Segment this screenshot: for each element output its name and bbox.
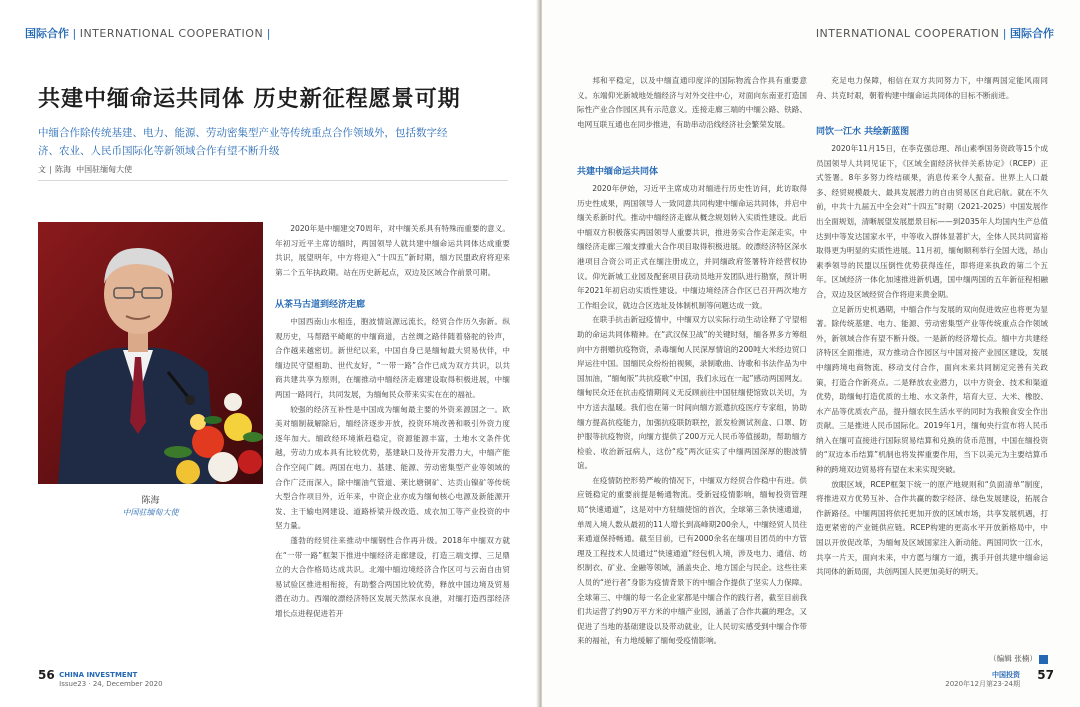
section-heading: 共建中缅命运共同体 — [577, 167, 659, 177]
photo-caption-role: 中国驻缅甸大使 — [122, 508, 179, 517]
right-page — [542, 0, 1080, 707]
page-number: 57 — [1037, 668, 1054, 682]
section-tag: INTERNATIONAL COOPERATION | 国际合作 — [815, 27, 1054, 40]
right-col1-top — [577, 74, 807, 154]
section-label-en: INTERNATIONAL COOPERATION — [815, 27, 1000, 40]
magazine-name: CHINA INVESTMENT — [59, 671, 138, 679]
left-col1-top — [275, 222, 510, 285]
paragraph: 在联手抗击新冠疫情中，中缅双方以实际行动生动诠释了守望相助的命运共同体精神。在“武汉保卫战”的关键时刻，缅各界多方筹组向中方捐赠抗疫物资，杀毒缅甸人民深厚情谊的200吨大米经边贸口岸运往中国。国缅民众纷纷拍视频，录制歌曲、诗歌和书法作品为中国加油，“缅甸版”共抗疫歌“中国，我们永远在一起”感动两国网友。缅甸民众还在抗击疫情期间义无反顾前往中国驻缅使馆致以关切，为中方送去温暖。我们也在第一时间向缅方派遣抗疫医疗专家组，协助缅方提高抗疫能力，加强抗疫联防联控，派发检测试剂盒、口罩、防护服等抗疫物资，向缅方提供了200万元人民币等值援助，帮助缅方检验、收治新冠病人，这份“疫”两次证实了中缅两国深厚的胞波情谊。 — [577, 315, 807, 471]
magazine-name: 中国投资 — [992, 671, 1020, 679]
author-photo-illustration — [38, 222, 263, 484]
byline — [38, 164, 132, 175]
issue-info: 2020年12月第23·24期 — [945, 680, 1020, 688]
paragraph: 较强的经济互补性是中国成为缅甸最主要的外资来源国之一。欧美对缅制裁解除后，缅经济逐步开放，投资环境改善和吸引外资力度逐年加大。缅政经环境渐趋稳定，资源能源丰富，土地水文条件优越，劳动力成本具有比较优势，基建缺口及待开发潜力大，中缅产能合作空间广阔。两国在电力、基建、能源、劳动密集型产业等领域的合作广泛而深入，除中缅油气管道、莱比塘铜矿、达贡山镍矿等传统大型合作项目外，近年来，中资企业亦成为缅甸核心电源及新能源开发、主干输电网建设、道路桥梁升级改造、成衣加工等产业投资的中坚力量。 — [275, 404, 510, 531]
byline-role: 中国驻缅甸大使 — [76, 165, 133, 174]
section-heading: 从茶马古道到经济走廊 — [275, 300, 366, 310]
left-page — [0, 0, 538, 707]
paragraph: 充足电力保障，相信在双方共同努力下，中缅两国定能风雨同舟、共克时艰，朝着构建中缅命运共同体的目标不断前进。 — [816, 76, 1048, 100]
right-col2-top — [816, 74, 1048, 118]
page-footer — [38, 668, 163, 689]
end-mark-icon — [1039, 655, 1048, 664]
paragraph: 2020年是中缅建交70周年，对中缅关系具有特殊而重要的意义。年初习近平主席访缅时，两国领导人就共建中缅命运共同体达成重要共识，展望明年，中方将迎入“十四五”新时期，缅方民盟政府将迎来第二个五年执政期。站在历史新起点，双边及区域合作前景可期。 — [275, 224, 510, 277]
divider — [38, 180, 508, 181]
article-title: 共建中缅命运共同体 历史新征程愿景可期 — [38, 86, 461, 112]
editor-tag: （编辑 张楠） — [989, 654, 1037, 663]
right-col2-bottom — [816, 122, 1048, 650]
article-subtitle: 中缅合作除传统基建、电力、能源、劳动密集型产业等传统重点合作领域外，包括数字经济、农业、人民币国际化等新领域合作有望不断升级 — [38, 127, 448, 157]
left-col1-bottom — [275, 295, 510, 665]
byline-prefix: 文 — [38, 165, 46, 174]
author-photo — [38, 222, 263, 484]
paragraph: 在疫情防控形势严峻的情况下，中缅双方经贸合作稳中有进。供应链稳定的重要前提是畅通物流。受新冠疫情影响，缅甸投资管理局“快速通道”，这是对中方驻缅使馆的首次，全球第三条快速通道，单周入境人数从最初的11人增长到高峰期200余人，中缅经贸人员往来通道保持畅通。截至目前，已有2000余名在缅项目团员的中方管理及工程技术人员通过“快速通道”经包机入境，涉及电力、通信、纺织制衣、矿业、金融等领域，涵盖央企、地方国企与民企。这些往来人员的“逆行者”身影为疫情背景下的中缅合作提供了坚实人力保障。全球第三、中缅的每一名企业家都是中缅合作的践行者，截至目前我们共运营了约90万平方米的中缅产业园，涵盖了合作共赢的理念，又促进了当地的基础建设以及带动就业，让人民切实感受到中缅合作带来的福祉，有力地缓解了缅甸受疫情影响。 — [577, 475, 807, 646]
article-end — [816, 652, 1048, 668]
paragraph: 邦和平稳定，以及中缅直通印度洋的国际物流合作具有重要意义。东端仰光新城地处缅经济与对外交往中心，对面向东南亚打造国际性产业合作园区具有示范意义。连接走廊三端的中缅公路、铁路、电网互联互通也在同步推进，有助串动沿线经济社会繁荣发展。 — [577, 76, 807, 129]
paragraph: 放眼区域，RCEP框架下统一的原产地规则和“负面清单”制度，将推进双方优势互补、合作共赢的数字经济、绿色发展建设，拓展合作新路径。中缅两国将依托更加开放的区域市场，共享发展机遇，打造更紧密的产业链供应链。RCEP构建的更高水平开放新格局中，中国以开放促改革，为缅甸及区域国家注入新动能。两国同饮一江水，共享一片天，面向未来，中方愿与缅方一道，携手开创共建中缅命运共同体的新局面，共创两国人民更加美好的明天。 — [816, 479, 1048, 577]
paragraph: 2020年11月15日，在李克强总理、昂山素季国务资政等15个成员国领导人共同见证下，《区域全面经济伙伴关系协定》（RCEP）正式签署。8年多努力终结硕果，消息传来令人振奋。世界上人口最多、经贸规模最大、最具发展潜力的自由贸易区自此启航。就在不久前，中共十九届五中全会对“十四五”时期（2021-2025）中国发展作出全面规划，清晰展望发展愿景目标——到2035年人均国内生产总值达到中等发达国家水平，中等收入群体显著扩大，全体人民共同富裕取得更为明显的实质性进展。11月初，缅甸顺利举行全国大选，昂山素季领导的民盟以压倒性优势获得连任，即将迎来执政的第二个五年。区域经济一体化加速推进新机遇，国中缅两国的五年新征程相融合，双边及区域经贸合作将迎来黄金期。 — [816, 144, 1048, 299]
right-col1-bottom — [577, 162, 807, 662]
section-heading: 同饮一江水 共绘新蓝图 — [816, 127, 910, 137]
photo-caption-name: 陈海 — [141, 496, 160, 506]
page-number-wrap — [1037, 668, 1054, 682]
section-label-en: INTERNATIONAL COOPERATION — [79, 27, 264, 40]
paragraph: 立足新历史机遇期，中缅合作与发展的双向促进效应也将更为显著。除传统基建、电力、能源、劳动密集型产业等传统重点合作领域外，新领域合作有望不断升级。一是新的经济增长点。缅中方共建经济特区全面推进，双方推动合作园区与中国对接产业园区建设，发展中缅跨境电商物流、移动支付合作，面向未来共同制定完善有关政策，打造合作新亮点。二是释放农业潜力，以中方资金、技术和渠道优势，助缅甸打造优质的土地、水文条件，培育大豆、大米、橡胶、水产品等优质农产品，提升缅农民生活水平的同时为我粮食安全作出贡献。三是推进人民币国际化。2019年1月，缅甸央行宣布将人民币纳入在缅可直接进行国际贸易结算和兑换的货币范围，中国在缅投资的“双边本币结算”机制也将发挥重要作用，当下以美元为主要结算币种的跨境双边贸易将有望在未来实现突破。 — [816, 304, 1048, 475]
paragraph: 中国西南山水相连，胞波情谊源远流长，经贸合作历久弥新。纵观历史，马帮踏平崎岖的中缅商道，古丝绸之路伴随着骆驼的铃声，合作越来越密切。新世纪以来，中国自身已是缅甸最大贸易伙伴，中缅边民守望相助、世代友好，“一带一路”合作已成为双方共识，以共商共建共享为原则，在缅推动中缅经济走廊建设取得积极进展，中缅两国一路同行，共同发展，为缅甸民众带来实实在在的福祉。 — [275, 317, 510, 399]
paragraph: 2020年伊始，习近平主席成功对缅进行历史性访问，此访取得历史性成果，两国领导人一致同意共同构建中缅命运共同体，并启中缅关系新时代。推动中缅经济走廊从概念规划转入实质性建设。此后中缅双方积极落实两国领导人重要共识，推进务实合作走深走实，中缅经济走廊三端支撑重大合作项目取得积极进展。皎漂经济特区深水港项目合资公司正式在缅注册成立，并同缅政府签署特许经营权协议。仰光新城工业园及配套项目获动员地开发团队进行勘察，预计明年2021年初启动实质性建设。中缅边境经济合作区已召开两次地方工作组会议，就边合区选址及体制机制等问题达成一致。 — [577, 184, 807, 310]
page-footer — [945, 671, 1020, 689]
section-label-cn: 国际合作 — [1010, 27, 1054, 40]
section-tag: 国际合作 | INTERNATIONAL COOPERATION | — [25, 27, 271, 40]
page-number: 56 — [38, 668, 55, 682]
paragraph: 蓬勃的经贸往来推动中缅钢性合作再升级。2018年中缅双方就在“一带一路”框架下推进中缅经济走廊建设，打造三端支撑、三足鼎立的大合作格局达成共识。北端中缅边境经济合作区可与云南自由贸易试验区推进相衔接，有助整合两国比较优势，释放中国边境及贸易潜在动力。西端皎漂经济特区发展天然深水良港，对缅打造西部经济增长点进程促进若开 — [275, 535, 510, 618]
section-label-cn: 国际合作 — [25, 27, 69, 40]
byline-author: 陈海 — [55, 165, 71, 174]
issue-info: Issue23 · 24, December 2020 — [59, 680, 163, 688]
